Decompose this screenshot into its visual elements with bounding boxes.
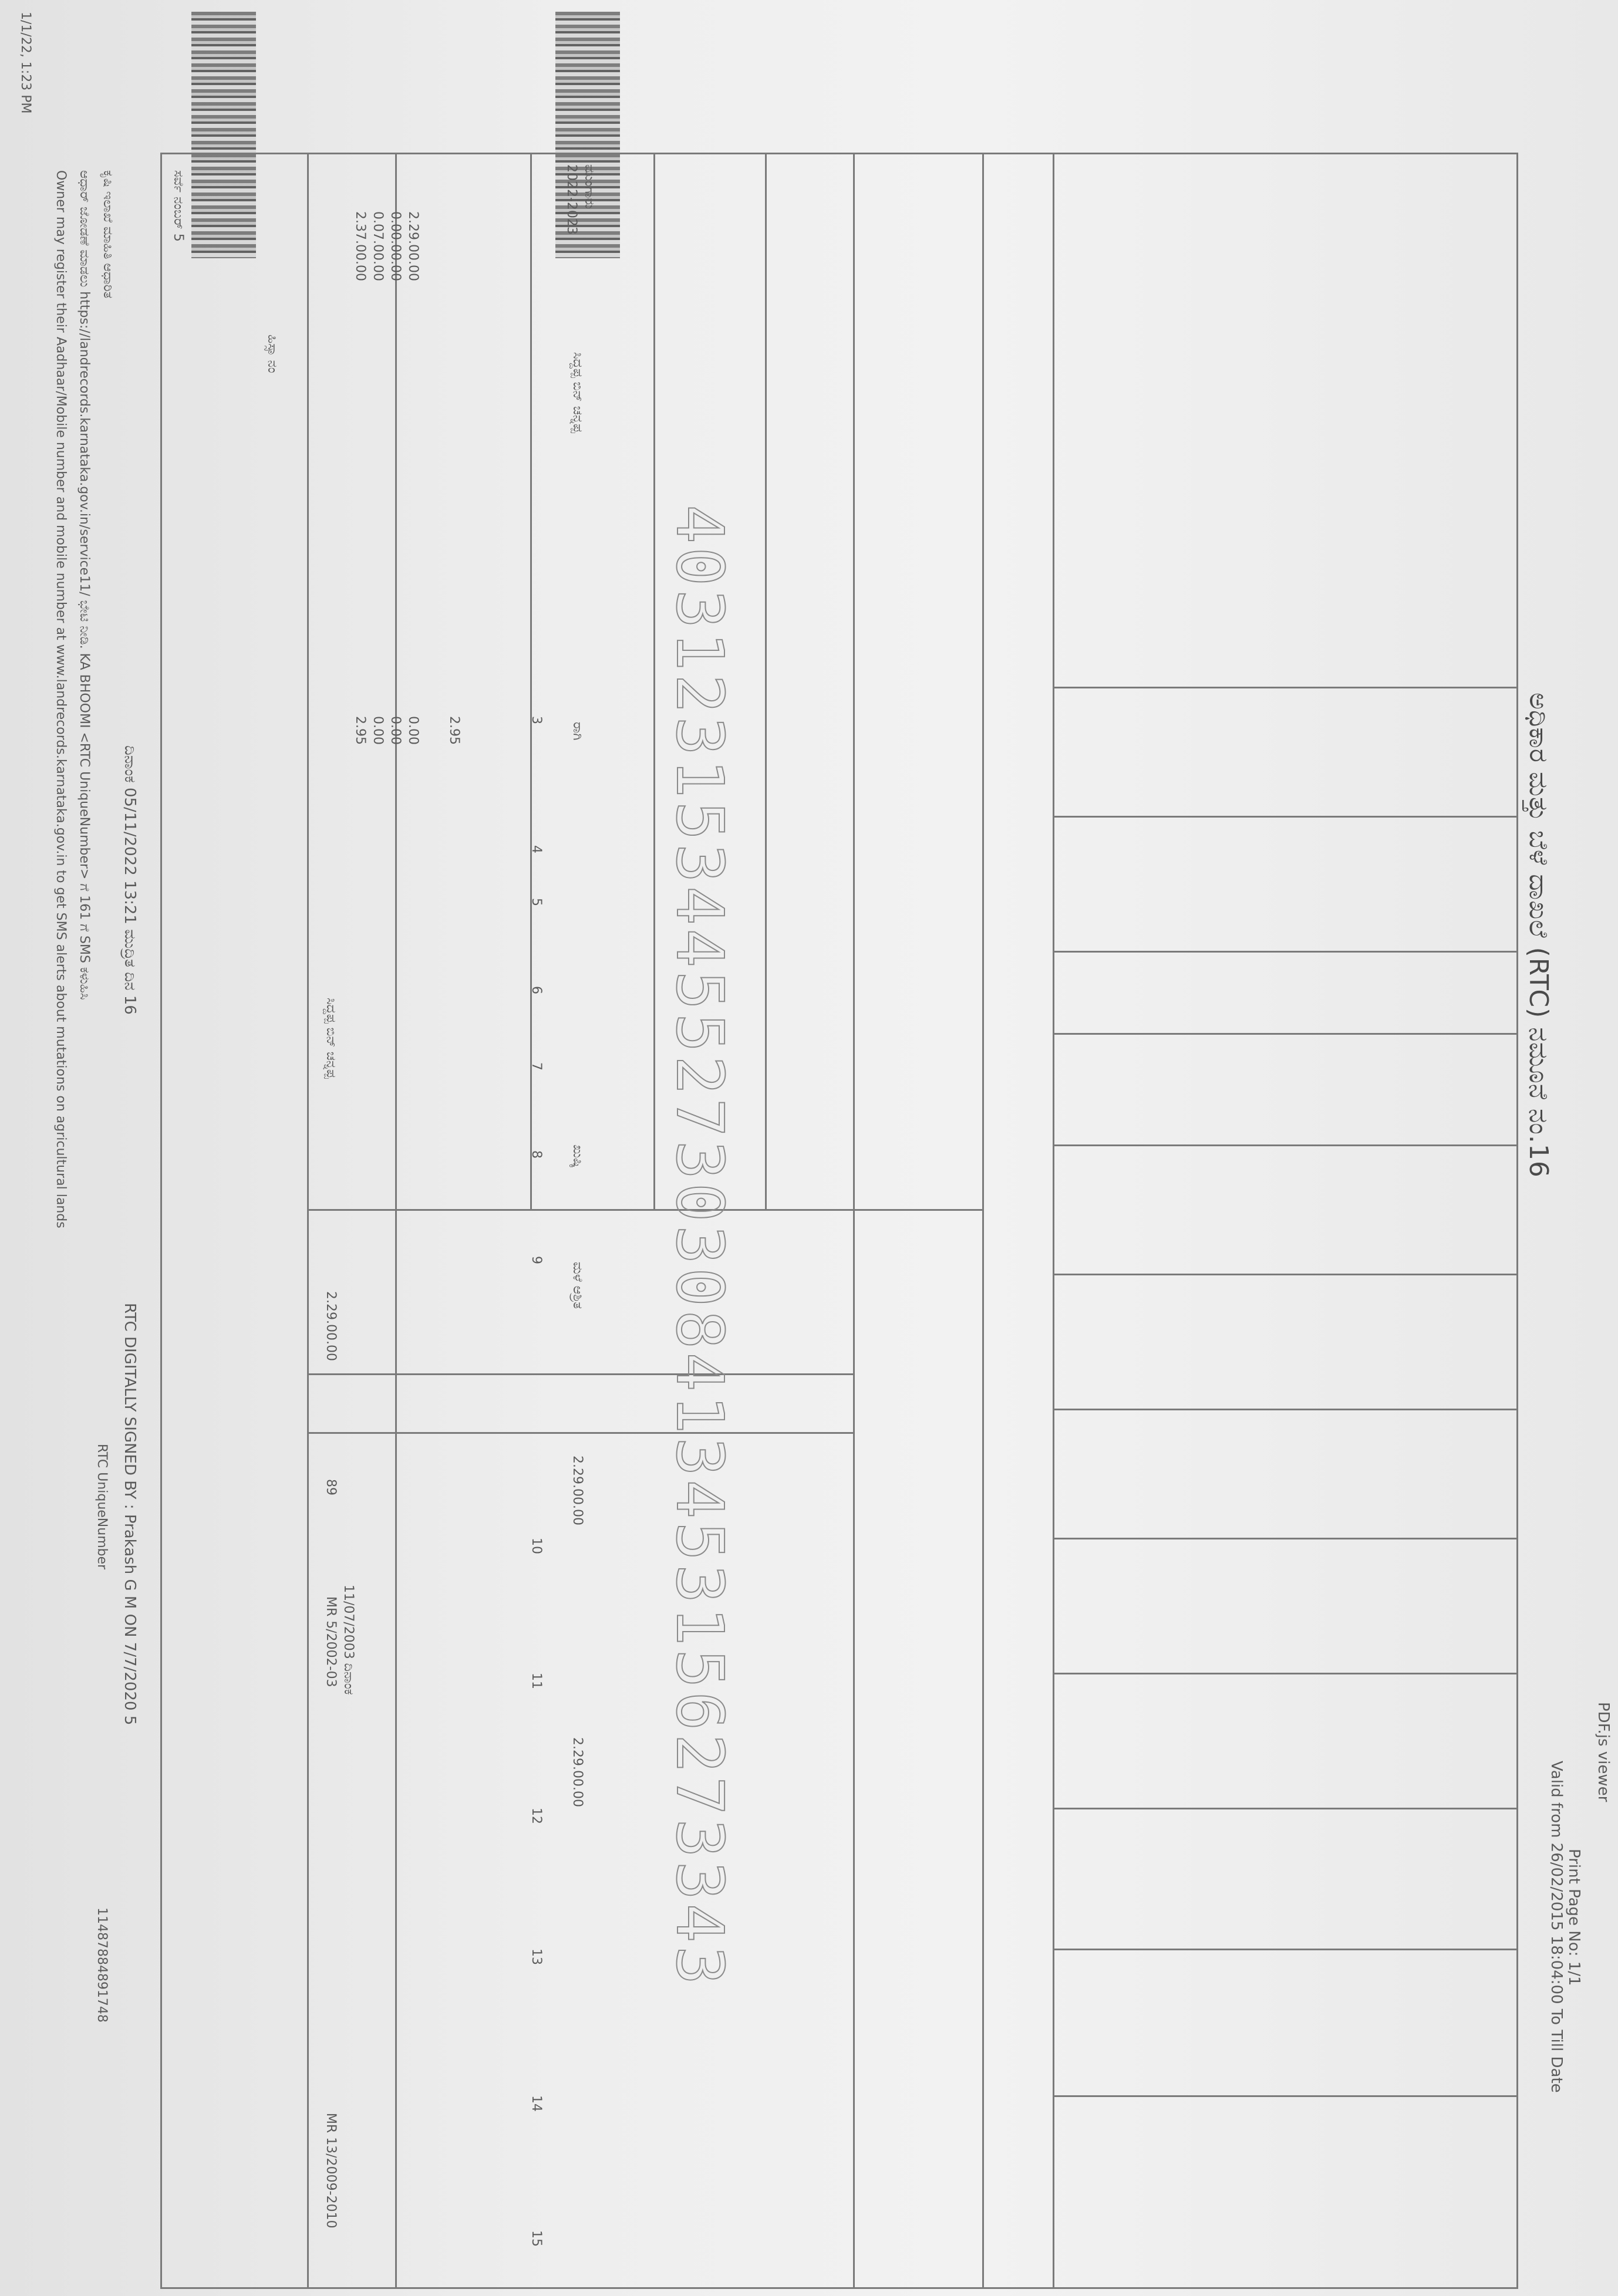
page-title: ಅಧಿಕಾರ ಮತ್ತು ಬೆಳೆ ದಾಖಲೆ (RTC) ನಮೂನೆ ನಂ.16 xyxy=(1523,693,1553,1178)
mr-number: MR 5/2002-03 xyxy=(323,1596,338,1687)
col-line xyxy=(1054,1538,1518,1539)
col-num-6: 6 xyxy=(529,986,544,994)
frame-line xyxy=(1516,153,1518,2289)
col-num-7: 7 xyxy=(529,1062,544,1071)
viewer-title: PDF.js viewer xyxy=(1595,1702,1612,1802)
col-line xyxy=(1054,2095,1518,2097)
crop-year: 2022-2023 xyxy=(564,164,579,235)
col-num-8: 8 xyxy=(529,1150,544,1159)
col-num-3: 3 xyxy=(529,716,544,724)
kharab-a: 2.95 xyxy=(353,716,368,745)
col-num-15: 15 xyxy=(529,2230,544,2247)
mr-number-2: MR 13/2009-2010 xyxy=(323,2113,338,2229)
col-num-12: 12 xyxy=(529,1808,544,1824)
crop-name: ರಾಗಿ xyxy=(570,722,585,741)
col-line xyxy=(1054,1144,1518,1146)
barcode-left xyxy=(191,12,256,258)
col-num-10: 10 xyxy=(529,1538,544,1554)
col-num-14: 14 xyxy=(529,2095,544,2112)
unique-label: RTC UniqueNumber xyxy=(95,1444,109,1570)
row-line xyxy=(765,153,767,1209)
owner-name: ಸಿದ್ದಪ್ಪ ಬಿನ್ ಚನ್ನಪ್ಪ xyxy=(323,998,338,1079)
col-line xyxy=(1054,1409,1518,1410)
row-line xyxy=(853,153,855,2289)
row-line xyxy=(982,153,984,2289)
crop-owner: ಸಿದ್ದಪ್ಪ ಬಿನ್ ಚನ್ನಪ್ಪ xyxy=(570,352,585,433)
col-line xyxy=(1054,951,1518,953)
frame-line xyxy=(160,2287,1518,2289)
crop-season: ಮುಂಗಾರು xyxy=(582,164,596,209)
col-line xyxy=(1054,1274,1518,1275)
footer-line-1: ಕೃಷಿ ಇಲಾಖೆ ಮಾಹಿತಿ ಆಧಾರಿತ xyxy=(100,170,115,299)
area-c: 2.29.00.00 xyxy=(406,211,420,281)
col-num-5: 5 xyxy=(529,898,544,906)
digital-signature: RTC DIGITALLY SIGNED BY : Prakash G M ON 7/7/2020 5 xyxy=(121,1303,139,1726)
col-num-4: 4 xyxy=(529,845,544,853)
area-a: 0.07.00.00 xyxy=(370,211,385,281)
col-line xyxy=(1054,816,1518,818)
hissa-number: ಹಿಸ್ಸಾ ನಂ xyxy=(265,335,279,373)
footer-line-3: Owner may register their Aadhaar/Mobile number and mobile number at www.landrecords.karnataka.gov.in to get SMS alerts about mutations on agricultural lands xyxy=(53,170,68,1228)
col-num-9: 9 xyxy=(529,1256,544,1264)
footer-line-2: ಆಧಾರ್ ಜೋಡಣೆ ಮಾಡಲು https://landrecords.karnataka.gov.in/service11/ ಭೇಟಿ ನೀಡಿ. KA BHOOMI <RTC UniqueNumber> ಗೆ 161 ಗೆ SMS ಕಳುಹಿಸಿ xyxy=(77,170,92,1000)
total-b: 2.95 xyxy=(447,716,461,745)
owner-share: 89 xyxy=(323,1479,338,1495)
col-line xyxy=(1054,1033,1518,1035)
col-line xyxy=(1054,1673,1518,1674)
crop-source: ಮಳೆ ಆಶ್ರಿತ xyxy=(570,1262,585,1309)
owner-extent: 2.29.00.00 xyxy=(323,1291,338,1361)
frame-line xyxy=(160,153,162,2289)
col-line xyxy=(1054,1808,1518,1809)
row-line xyxy=(307,153,309,2289)
survey-number: ಸರ್ವೆ ನಂಬರ್ 5 xyxy=(171,170,186,242)
col-line xyxy=(309,1209,984,1211)
stamp-number: 40312315344552730308413453156273343 xyxy=(662,505,737,1988)
valid-dates: Valid from 26/02/2015 18:04:00 To Till Date xyxy=(1548,1761,1565,2093)
kharab-b: 0.00 xyxy=(370,716,385,745)
row-line xyxy=(530,153,532,1209)
col-num-11: 11 xyxy=(529,1673,544,1689)
row-line xyxy=(653,153,655,1209)
area-total: 2.37.00.00 xyxy=(353,211,368,281)
area-b: 0.00.00.00 xyxy=(388,211,403,281)
row-line xyxy=(395,153,397,2289)
unique-value: 11487884891748 xyxy=(95,1907,109,2022)
col-line xyxy=(309,1373,855,1375)
print-page-no: Print Page No: 1/1 xyxy=(1565,1849,1583,1986)
print-date: ದಿನಾಂಕ 05/11/2022 13:21 ಮುದ್ರಿತ ದಿನ 16 xyxy=(121,745,139,1015)
col-num-13: 13 xyxy=(529,1949,544,1965)
col-line xyxy=(1054,1949,1518,1950)
col-line xyxy=(309,1432,855,1434)
crop-area: 2.29.00.00 xyxy=(570,1456,585,1525)
crop-type: ಖುಷ್ಕಿ xyxy=(570,1144,585,1169)
col-line xyxy=(1054,687,1518,688)
kharab-d: 0.00 xyxy=(406,716,420,745)
crop-total: 2.29.00.00 xyxy=(570,1737,585,1807)
browser-time: 1/1/22, 1:23 PM xyxy=(18,12,33,114)
mr-date: 11/07/2003 ದಿನಾಂಕ xyxy=(341,1585,356,1695)
kharab-c: 0.00 xyxy=(388,716,403,745)
row-line xyxy=(1053,153,1054,2289)
frame-line xyxy=(160,153,1518,154)
